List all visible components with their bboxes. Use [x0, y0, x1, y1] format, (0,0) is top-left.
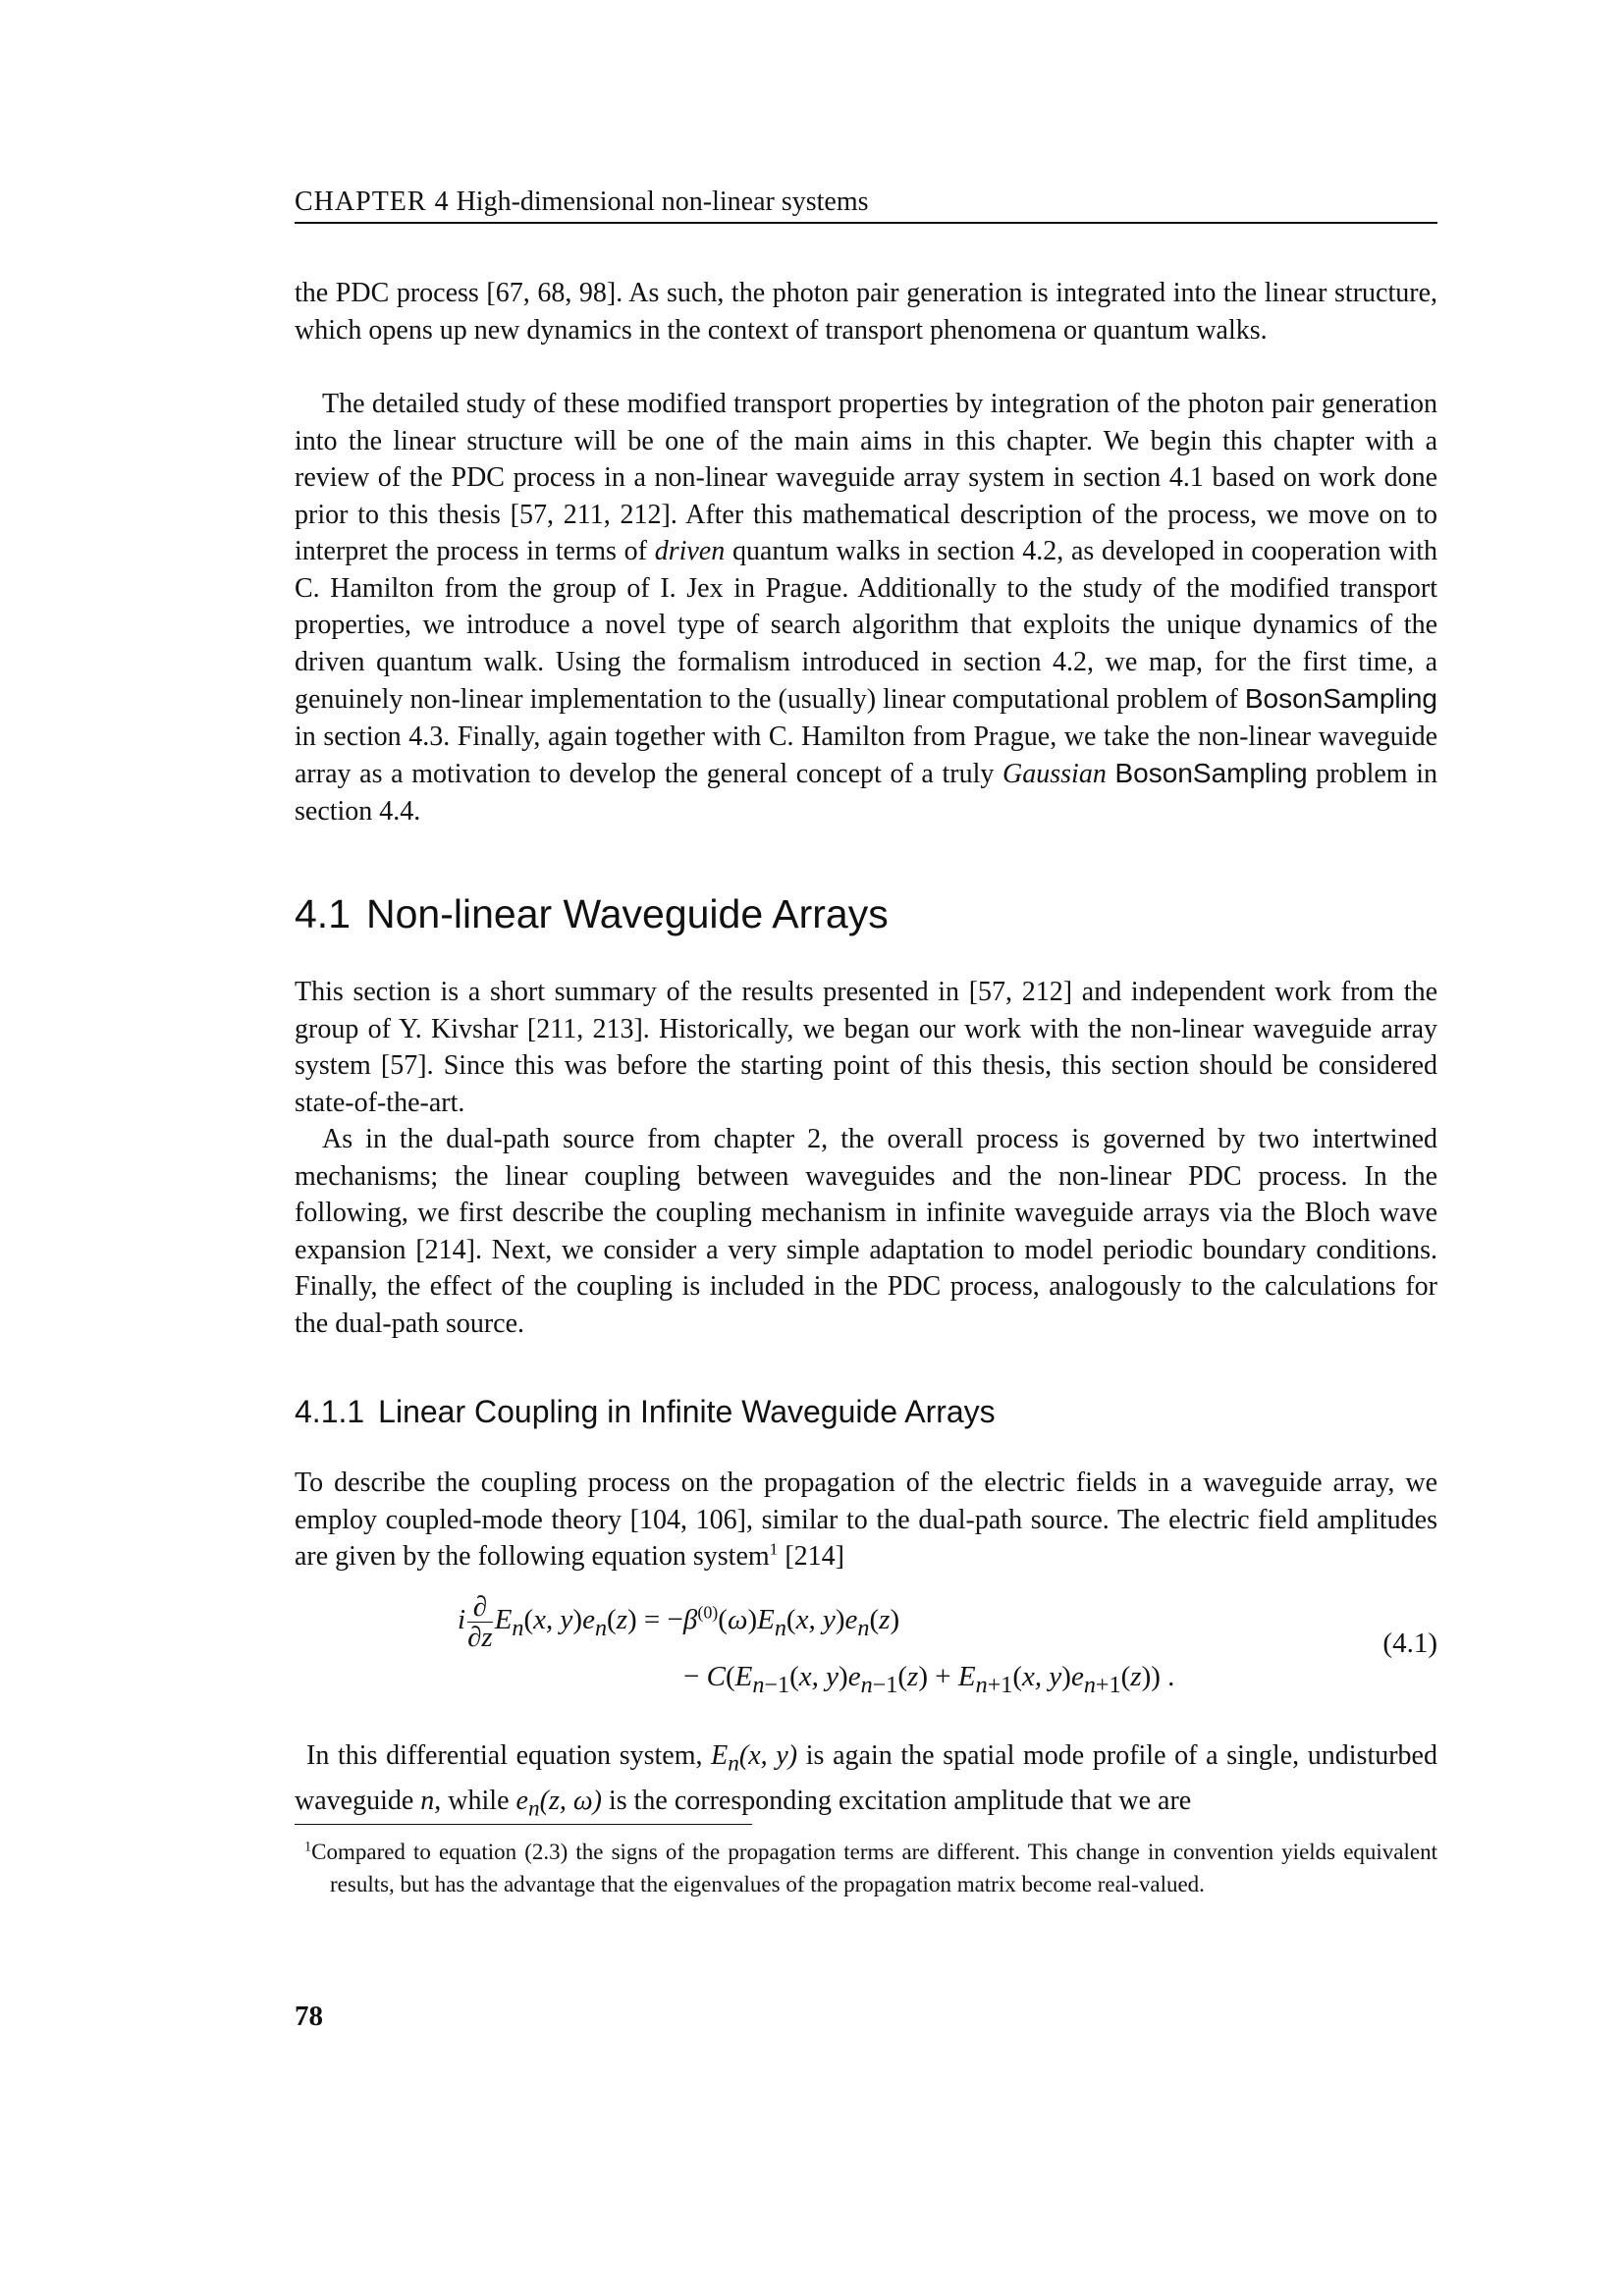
- equation-4-1: [295, 1576, 1437, 1714]
- paragraph-mechanisms: As in the dual-path source from chapter 2, the overall process is governed by two intertwined mechanisms; the linear coupling between waveguides and the non-linear PDC process. In the following, we first describe the coupling mechanism in infinite waveguide arrays via the Bloch wave expansion [214]. Next, we consider a very simple adaptation to model periodic boundary conditions. Finally, the effect of the coupling is included in the PDC process, analogously to the calculations for the dual-path source.: [295, 1124, 1437, 1339]
- chapter-label: CHAPTER 4: [295, 187, 450, 217]
- subsection-title: Linear Coupling in Infinite Waveguide Arrays: [378, 1394, 996, 1429]
- math-e-n: $e_n$: [515, 1786, 540, 1822]
- emphasis-driven: driven: [654, 536, 726, 566]
- running-head: [295, 183, 1437, 224]
- page-number: 78: [295, 2001, 323, 2032]
- emphasis-gaussian: Gaussian: [1002, 759, 1107, 789]
- footnote-text: Compared to equation (2.3) the signs of the propagation terms are different. This change in convention yields equivalent results, but has the advantage that the eigenvalues of the propagation matrix become real-valued.: [311, 1840, 1437, 1896]
- footnote: [295, 1836, 1437, 1900]
- chapter-title: High-dimensional non-linear systems: [456, 187, 869, 217]
- boson-sampling-term: BosonSampling: [1114, 758, 1308, 788]
- equation-line-2: − $C(E_{n-1}(x$, $y)e_{n-1}(z) + E_{n+1}(x$, $y)e_{n+1}(z)$) .: [683, 1661, 1175, 1698]
- equation-line-1: i $\frac{\partial}{\partial z}$ $E_n(x$, $y)e_n(z) = -\beta^{(0)}(\omega)E_n(x$, $y)e_n(z)$: [458, 1591, 900, 1653]
- section-title: Non-linear Waveguide Arrays: [366, 891, 889, 936]
- section-number: 4.1: [295, 891, 351, 936]
- paragraph-chapter-overview: The detailed study of these modified transport properties by integration of the photon pair generation into the linear structure will be one of the main aims in this chapter. We begin this chapter with a review of the PDC process in a non-linear waveguide array system in section 4.1 based on work done prior to this thesis [57, 211, 212]. After this mathematical description of the process, we move on to interpret the process in terms of driven quantum walks in section 4.2, as developed in cooperation with C. Hamilton from the group of I. Jex in Prague. Additionally to the study of the modified transport properties, we introduce a novel type of search algorithm that exploits the unique dynamics of the driven quantum walk. Using the formalism introduced in section 4.2, we map, for the first time, a genuinely non-linear implementation to the (usually) linear computational problem of BosonSampling in section 4.3. Finally, again together with C. Hamilton from Prague, we take the non-linear waveguide array as a motivation to develop the general concept of a truly Gaussian BosonSampling problem in section 4.4.: [295, 389, 1438, 827]
- footnote-ref[interactable]: 1: [769, 1539, 779, 1559]
- subsection-heading: [295, 1394, 996, 1430]
- boson-sampling-term: BosonSampling: [1244, 683, 1437, 714]
- paragraph-mode-profile: In this differential equation system, $E_n(x$, y) is again the spatial mode profile of a single, undisturbed waveguide n, while $e_n(z$, ω) is the corresponding excitation amplitude that we are: [295, 1740, 1437, 1822]
- footnote-mark: 1: [304, 1839, 312, 1855]
- paragraph-intro-cont: the PDC process [67, 68, 98]. As such, the photon pair generation is integrated into the linear structure, which opens up new dynamics in the context of transport phenomena or quantum walks.: [295, 278, 1437, 346]
- math-E-n: $E_n$: [711, 1740, 739, 1777]
- equation-number: (4.1): [1382, 1628, 1437, 1659]
- paragraph-coupled-mode: To describe the coupling process on the propagation of the electric fields in a waveguide array, we employ coupled-mode theory [104, 106], similar to the dual-path source. The electric field amplitudes are given by the following equation system$^1$ [214]: [295, 1468, 1437, 1572]
- footnote-divider: [295, 1824, 752, 1825]
- subsection-number: 4.1.1: [295, 1394, 365, 1429]
- paragraph-section-summary: This section is a short summary of the results presented in [57, 212] and independent work from the group of Y. Kivshar [211, 213]. Historically, we began our work with the non-linear waveguide array system [57]. Since this was before the starting point of this thesis, this section should be considered state-of-the-art.: [295, 977, 1437, 1118]
- math-n: n: [420, 1786, 435, 1817]
- section-heading: [295, 891, 889, 937]
